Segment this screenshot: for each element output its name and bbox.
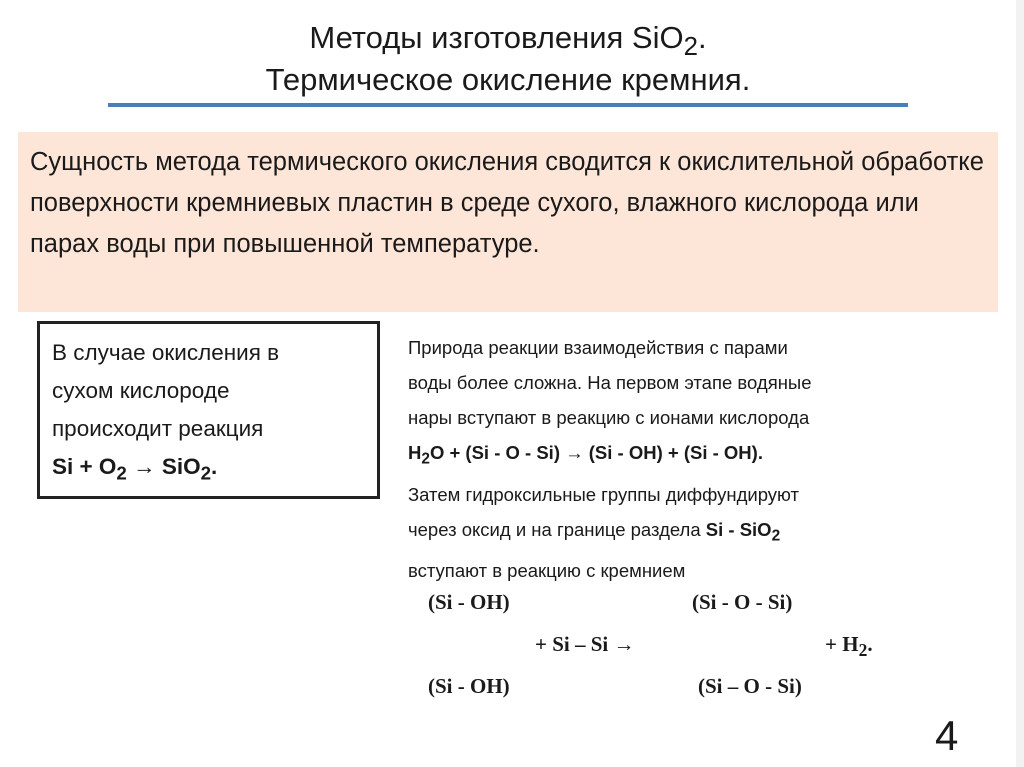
eq-part: O + (Si - O - Si) → (Si - OH) + (Si - OH).	[429, 442, 763, 463]
wet-line	[408, 512, 978, 554]
wet-oxidation-text	[408, 330, 978, 588]
eq-sub: 2	[421, 450, 430, 468]
eq-part: + H	[825, 632, 859, 656]
eq-sub: 2	[771, 527, 781, 545]
eq-part: .	[867, 632, 873, 656]
title-divider	[108, 103, 908, 107]
eq-si-o-si-bottom: (Si – O - Si)	[698, 674, 802, 698]
eq-part: .	[211, 454, 218, 479]
dry-line: происходит реакция	[52, 416, 264, 441]
eq-part: Si - SiO	[705, 518, 772, 540]
eq-si-oh-bottom: (Si - OH)	[428, 674, 510, 698]
eq-part: H	[408, 442, 422, 463]
dry-line: сухом кислороде	[52, 378, 230, 403]
page-number: 4	[935, 712, 959, 759]
eq-h2	[825, 632, 873, 661]
eq-part: Si + O	[52, 454, 117, 479]
dry-oxidation-text	[52, 334, 279, 493]
wet-text: через оксид и на границе раздела	[408, 518, 706, 540]
eq-middle: + Si – Si →	[535, 632, 635, 656]
title-subscript: 2	[683, 33, 698, 62]
slide-title-line2: Термическое окисление кремния.	[265, 62, 751, 97]
wet-equation	[408, 435, 978, 477]
wet-line: нары вступают в реакцию с ионами кислорода	[408, 407, 810, 428]
eq-sub: 2	[116, 462, 127, 484]
title-end: .	[697, 20, 707, 55]
dry-oxidation-box	[37, 321, 380, 499]
eq-sub: 2	[858, 640, 868, 661]
dry-equation	[52, 454, 218, 484]
title-text: Методы изготовления SiO	[309, 20, 684, 55]
summary-text: Сущность метода термического окисления сводится к окислительной обработке поверхности кремниевых пластин в среде сухого, влажного кислорода или парах воды при повышенной температуре.	[30, 148, 984, 258]
wet-line: Затем гидроксильные группы диффундируют	[408, 483, 799, 505]
eq-part: → SiO	[126, 454, 201, 479]
eq-si-o-si-top: (Si - O - Si)	[692, 590, 793, 614]
wet-line: воды более сложна. На первом этапе водяные	[408, 372, 812, 393]
wet-line: Природа реакции взаимодействия с парами	[408, 337, 788, 358]
summary-box	[18, 132, 998, 312]
eq-si-oh-top: (Si - OH)	[428, 590, 510, 614]
wet-line: вступают в реакцию с кремнием	[408, 560, 686, 582]
slide-edge	[1016, 0, 1024, 767]
dry-line: В случае окисления в	[52, 340, 280, 365]
eq-sub: 2	[200, 462, 212, 484]
